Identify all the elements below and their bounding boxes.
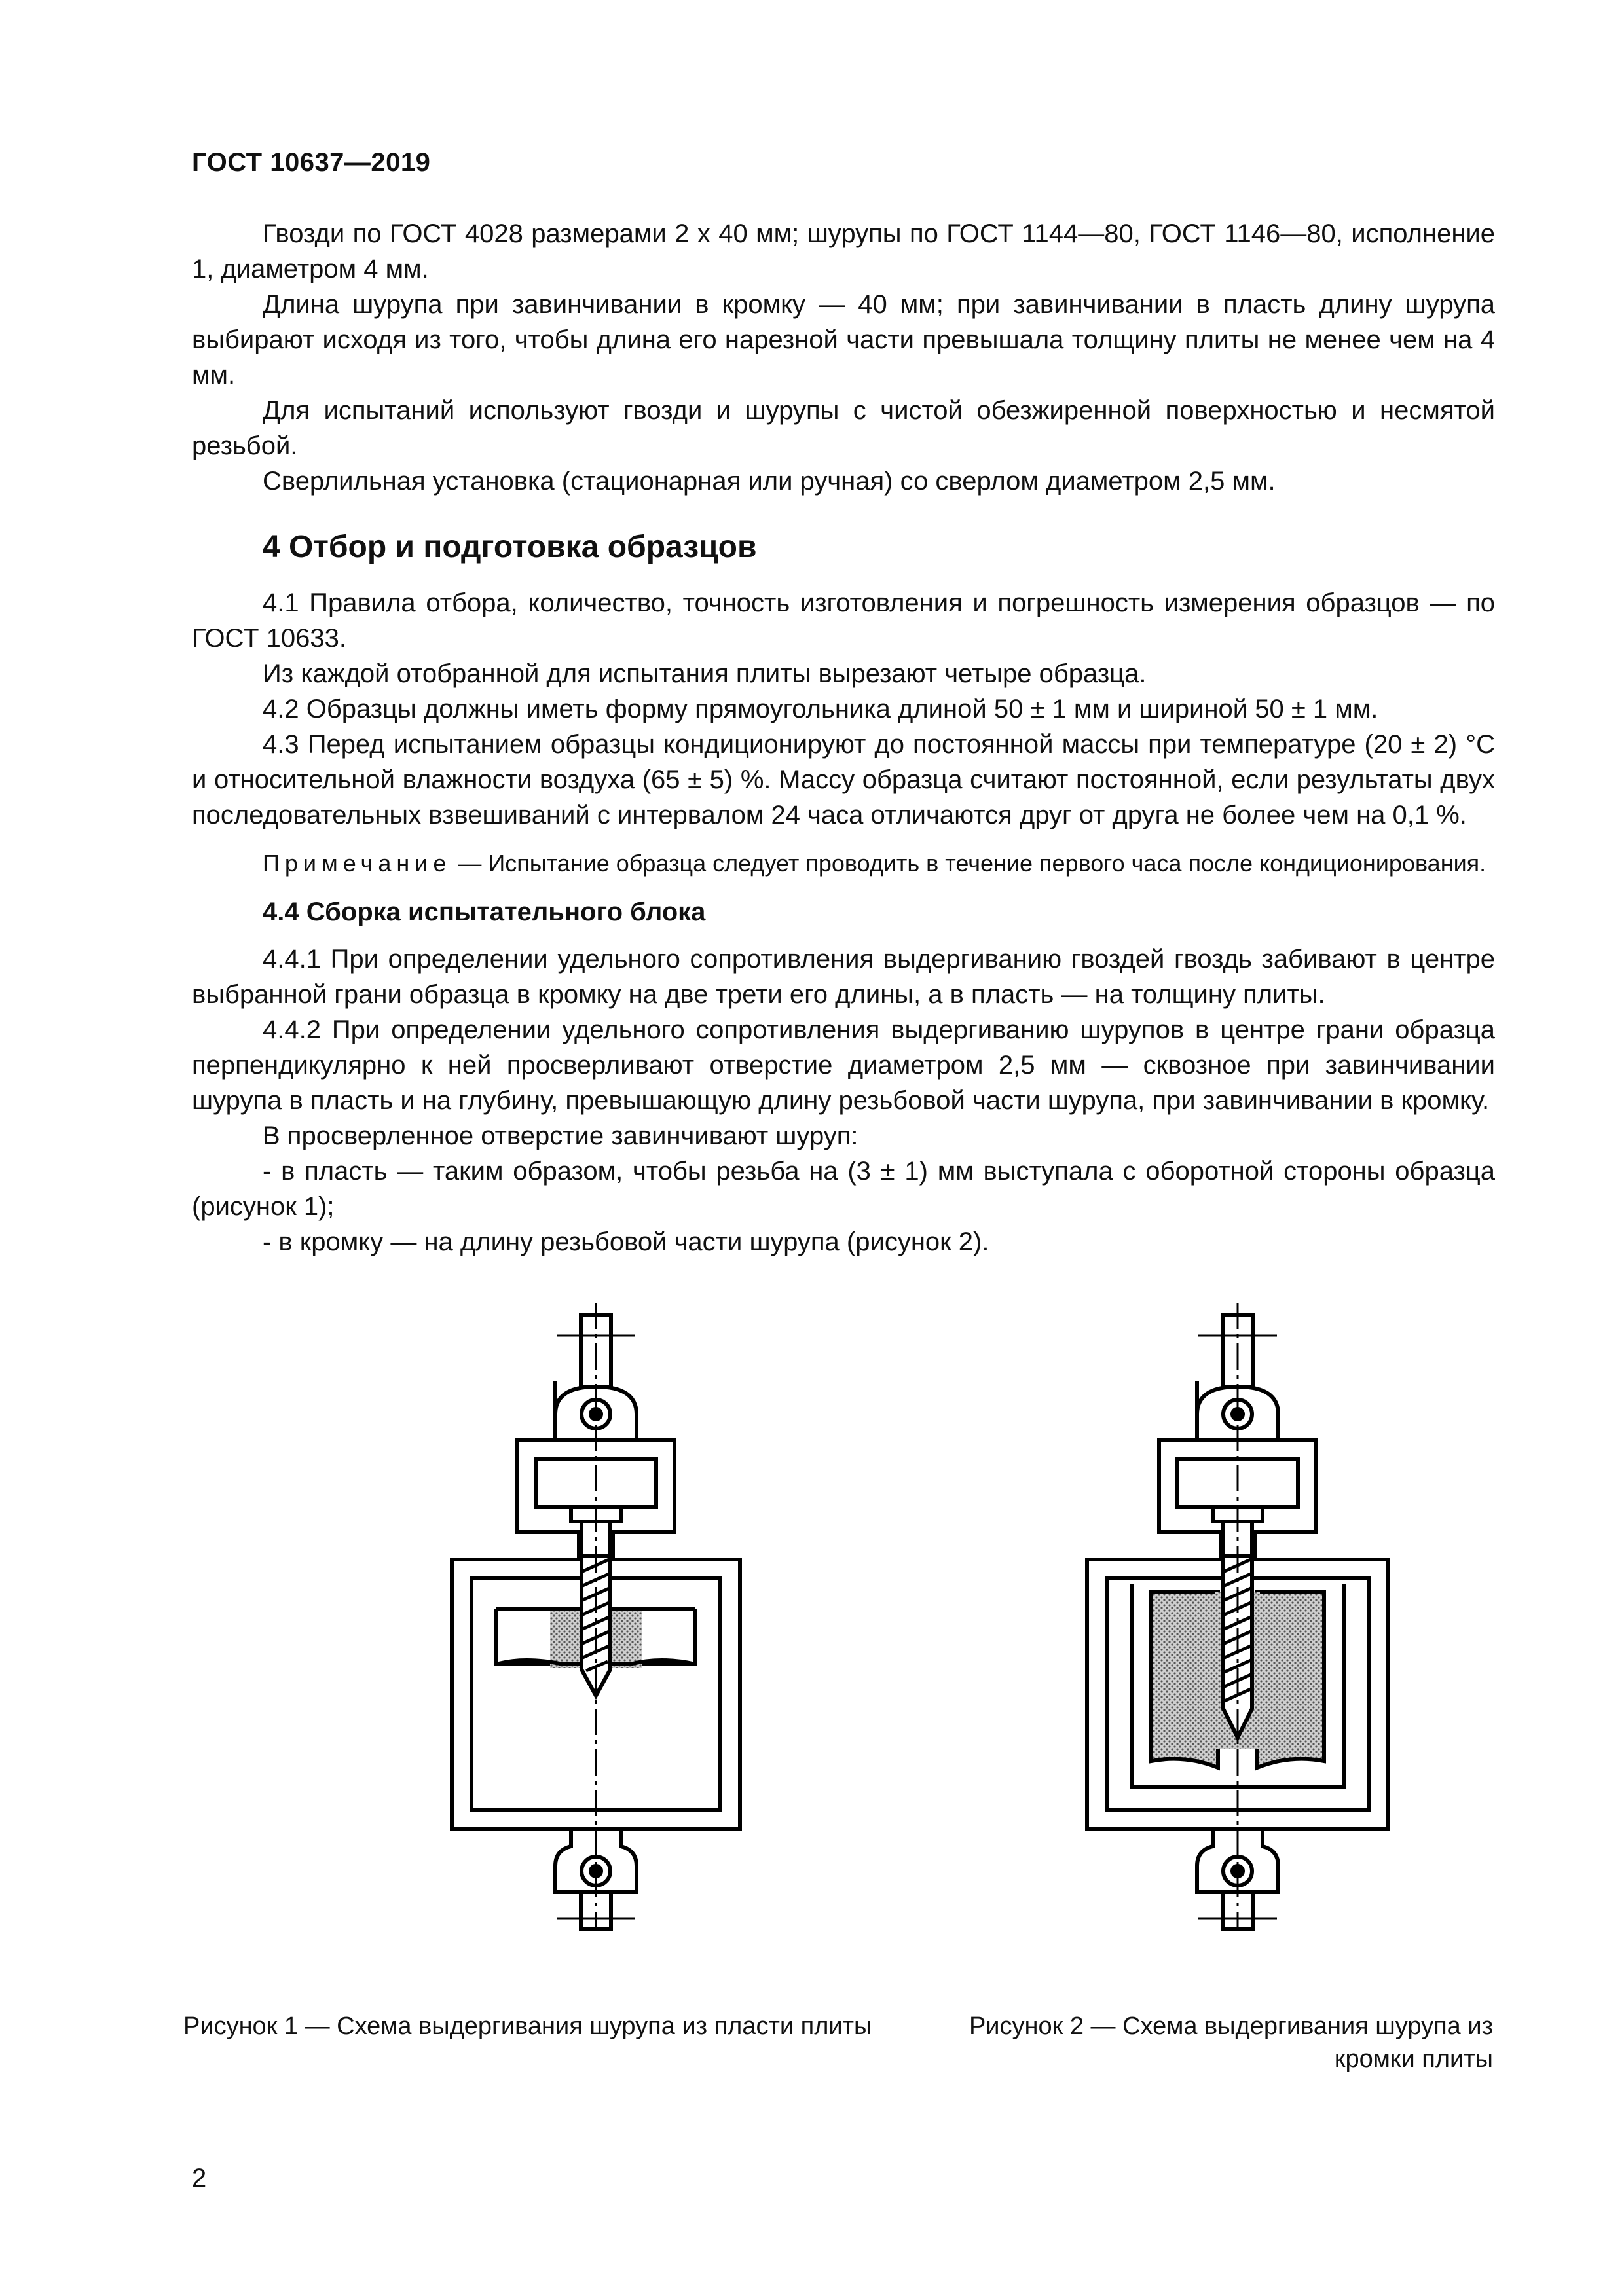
list-item: - в пласть — таким образом, чтобы резьба на (3 ± 1) мм выступала с оборотной стороны образца (рисунок 1); (192, 1157, 1495, 1221)
document-header: ГОСТ 10637—2019 (192, 148, 431, 177)
list-item: - в кромку — на длину резьбовой части шурупа (рисунок 2). (263, 1228, 989, 1256)
subsection-title: 4.4 Сборка испытательного блока (263, 898, 706, 926)
paragraph: В просверленное отверстие завинчивают шуруп: (263, 1121, 858, 1150)
figure-1-caption: Рисунок 1 — Схема выдергивания шурупа из пласти плиты (183, 2013, 872, 2040)
paragraph: Длина шурупа при завинчивании в кромку — 40 мм; при завинчивании в пласть длину шурупа выбирают исходя из того, чтобы длина его нарезной части превышала толщину плиты не менее чем на 4 мм. (192, 290, 1495, 390)
paragraph: 4.3 Перед испытанием образцы кондиционируют до постоянной массы при температуре (20 ± 2) °С и относительной влажности воздуха (65 ± 5) %. Массу образца считают постоянной, если результаты двух последовательных взвешиваний с интервалом 24 часа отличаются друг от друга не более чем на 0,1 %. (192, 730, 1495, 829)
paragraph: 4.1 Правила отбора, количество, точность изготовления и погрешность измерения образцов — по ГОСТ 10633. (192, 589, 1495, 653)
note-text: — Испытание образца следует проводить в течение первого часа после кондиционирования. (451, 850, 1486, 877)
figure-1-diagram (419, 1303, 773, 1931)
figure-2-caption: Рисунок 2 — Схема выдергивания шурупа из кромки плиты (969, 2013, 1493, 2073)
page-number: 2 (192, 2164, 207, 2193)
section-title: 4 Отбор и подготовка образцов (263, 530, 757, 564)
paragraph: Сверлильная установка (стационарная или ручная) со сверлом диаметром 2,5 мм. (263, 467, 1276, 496)
paragraph: Из каждой отобранной для испытания плиты вырезают четыре образца. (263, 659, 1147, 688)
paragraph: 4.4.1 При определении удельного сопротивления выдергиванию гвоздей гвоздь забивают в центре выбранной грани образца в кромку на две трети его длины, а в пласть — на толщину плиты. (192, 945, 1495, 1009)
note (192, 847, 1495, 880)
figure-2-diagram (1061, 1303, 1414, 1931)
main-text (192, 216, 1495, 1260)
paragraph: 4.2 Образцы должны иметь форму прямоугольника длиной 50 ± 1 мм и шириной 50 ± 1 мм. (263, 695, 1378, 723)
note-label: Примечание (263, 850, 452, 877)
paragraph: 4.4.2 При определении удельного сопротивления выдергиванию шурупов в центре грани образца перпендикулярно к ней просверливают отверстие диаметром 2,5 мм — сквозное при завинчивании шурупа в пласть и на глубину, превышающую длину резьбовой части шурупа, при завинчивании в кромку. (192, 1015, 1495, 1115)
paragraph: Гвозди по ГОСТ 4028 размерами 2 х 40 мм; шурупы по ГОСТ 1144—80, ГОСТ 1146—80, исполнение 1, диаметром 4 мм. (192, 219, 1495, 283)
paragraph: Для испытаний используют гвозди и шурупы с чистой обезжиренной поверхностью и несмятой резьбой. (192, 396, 1495, 460)
